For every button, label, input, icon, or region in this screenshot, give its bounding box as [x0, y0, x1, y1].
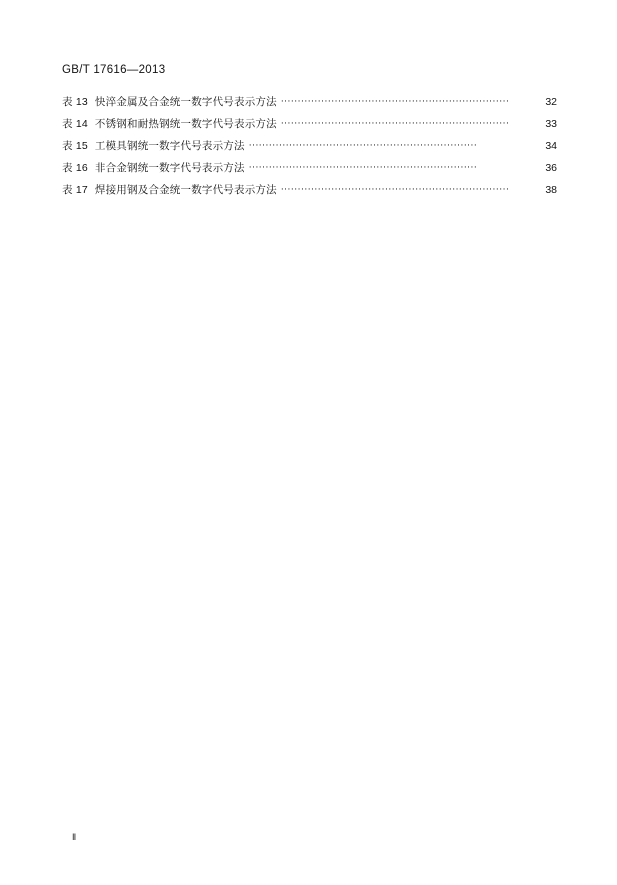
- toc-entry[interactable]: [62, 136, 557, 158]
- toc-entry[interactable]: [62, 92, 557, 114]
- toc-leader-dots: ····································································: [248, 141, 478, 151]
- toc-entry-number: 表 16: [62, 162, 88, 174]
- toc-leader-dots: ····································································: [280, 185, 510, 195]
- toc-entry-number: 表 13: [62, 96, 88, 108]
- toc-entry-page: 32: [545, 96, 557, 108]
- toc-entry-page: 33: [545, 118, 557, 130]
- table-of-contents: [62, 92, 557, 202]
- toc-entry-page: 34: [545, 140, 557, 152]
- toc-leader-dots: ····································································: [280, 97, 510, 107]
- toc-entry-page: 36: [545, 162, 557, 174]
- toc-entry-number: 表 14: [62, 118, 88, 130]
- toc-leader-dots: ····································································: [280, 119, 510, 129]
- toc-entry-title: 工模具钢统一数字代号表示方法: [94, 140, 245, 152]
- toc-entry[interactable]: [62, 114, 557, 136]
- toc-entry-title: 非合金钢统一数字代号表示方法: [94, 162, 245, 174]
- toc-entry[interactable]: [62, 158, 557, 180]
- toc-entry-number: 表 15: [62, 140, 88, 152]
- toc-entry-title: 快淬金属及合金统一数字代号表示方法: [94, 96, 277, 108]
- standard-number-header: GB/T 17616—2013: [62, 64, 166, 76]
- page-number-footer: Ⅱ: [72, 832, 77, 842]
- toc-entry-page: 38: [545, 184, 557, 196]
- toc-entry[interactable]: [62, 180, 557, 202]
- toc-entry-title: 不锈钢和耐热钢统一数字代号表示方法: [94, 118, 277, 130]
- toc-entry-number: 表 17: [62, 184, 88, 196]
- toc-leader-dots: ····································································: [248, 163, 478, 173]
- toc-entry-title: 焊接用钢及合金统一数字代号表示方法: [94, 184, 277, 196]
